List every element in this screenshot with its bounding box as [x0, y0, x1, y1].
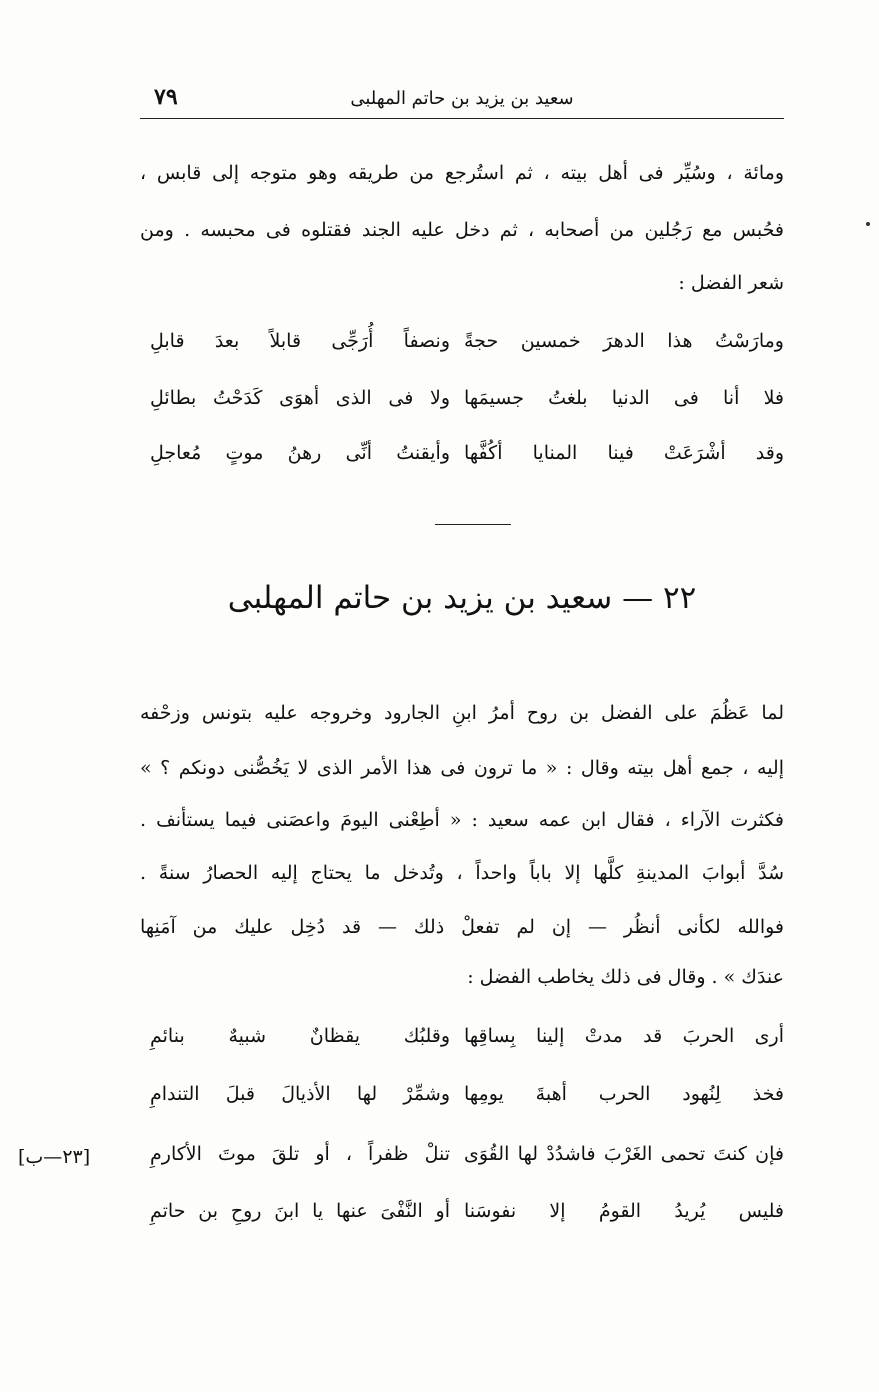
- verse-second-hemistich: وقلبُك يقظانٌ شبيهٌ بنائمِ: [150, 1025, 450, 1047]
- page-number: ٧٩: [154, 84, 178, 110]
- verse-first-hemistich: أرى الحربَ قد مدتْ إلينا بِساقِها: [464, 1025, 784, 1047]
- verse-line: [150, 1083, 784, 1117]
- verse-second-hemistich: ولا فى الذى أهوَى كَدَحْتُ بطائلِ: [150, 387, 450, 409]
- header-rule: [140, 118, 784, 119]
- running-title: سعيد بن يزيد بن حاتم المهلبى: [350, 88, 574, 109]
- prose-line: عندَك » . وقال فى ذلك يخاطب الفضل :: [467, 966, 784, 988]
- section-separator: [435, 524, 511, 525]
- verse-first-hemistich: فخذ لِنُهود الحرب أهبةَ يومِها: [464, 1083, 784, 1105]
- margin-dot: [866, 222, 870, 226]
- prose-line: إليه ، جمع أهل بيته وقال : « ما ترون فى هذا الأمر الذى لا يَخُصُّنى دونكم ؟ »: [140, 757, 784, 779]
- verse-line: [150, 387, 784, 421]
- prose-line: ومائة ، وسُيِّر فى أهل بيته ، ثم استُرجع من طريقه وهو متوجه إلى قابس ،: [140, 162, 784, 184]
- verse-second-hemistich: تنلْ ظفراً ، أو تلقَ موتَ الأكارمِ: [150, 1143, 450, 1165]
- prose-line: فكثرت الآراء ، فقال ابن عمه سعيد : « أطِعْنى اليومَ واعصَنى فيما يستأنف .: [140, 809, 784, 831]
- verse-first-hemistich: فإن كنتَ تحمى الغَرْبَ فاشدُدْ لها القُوَى: [464, 1143, 784, 1165]
- verse-line: [150, 1025, 784, 1059]
- section-heading: ٢٢ — سعيد بن يزيد بن حاتم المهلبى: [227, 580, 697, 616]
- manuscript-folio-note: [٢٣—ب]: [18, 1146, 91, 1168]
- verse-second-hemistich: أو النَّفْىَ عنها يا ابنَ روحِ بن حاتمِ: [150, 1200, 450, 1222]
- verse-line: [150, 1200, 784, 1234]
- verse-second-hemistich: ونصفاً أُرَجِّى قابلاً بعدَ قابلِ: [150, 330, 450, 352]
- verse-second-hemistich: وأيقنتُ أنِّى رهنُ موتٍ مُعاجلِ: [150, 442, 450, 464]
- verse-first-hemistich: فلا أنا فى الدنيا بلغتُ جسيمَها: [464, 387, 784, 409]
- prose-line: لما عَظُمَ على الفضل بن روح أمرُ ابنِ الجارود وخروجه عليه بتونس وزحْفه: [140, 702, 784, 724]
- verse-line: [150, 442, 784, 476]
- verse-first-hemistich: وقد أشْرَعَتْ فينا المنايا أكُفَّها: [464, 442, 784, 464]
- verse-line: [150, 1143, 784, 1177]
- prose-line: فوالله لكأنى أنظُر — إن لم تفعلْ ذلك — قد دُخِل عليك من آمَنِها: [140, 916, 784, 938]
- verse-first-hemistich: ومارَسْتُ هذا الدهرَ خمسين حجةً: [464, 330, 784, 352]
- verse-first-hemistich: فليس يُريدُ القومُ إلا نفوسَنا: [464, 1200, 784, 1222]
- verse-second-hemistich: وشمِّرْ لها الأذيالَ قبلَ التندامِ: [150, 1083, 450, 1105]
- page-header: [140, 82, 784, 112]
- prose-line: سُدَّ أبوابَ المدينةِ كلَّها إلا باباً واحداً ، وتُدخل ما يحتاج إليه الحصارُ سنةً .: [140, 862, 784, 884]
- prose-line: شعر الفضل :: [678, 272, 784, 294]
- verse-line: [150, 330, 784, 364]
- prose-line: فحُبس مع رَجُلين من أصحابه ، ثم دخل عليه الجند فقتلوه فى محبسه . ومن: [140, 219, 784, 241]
